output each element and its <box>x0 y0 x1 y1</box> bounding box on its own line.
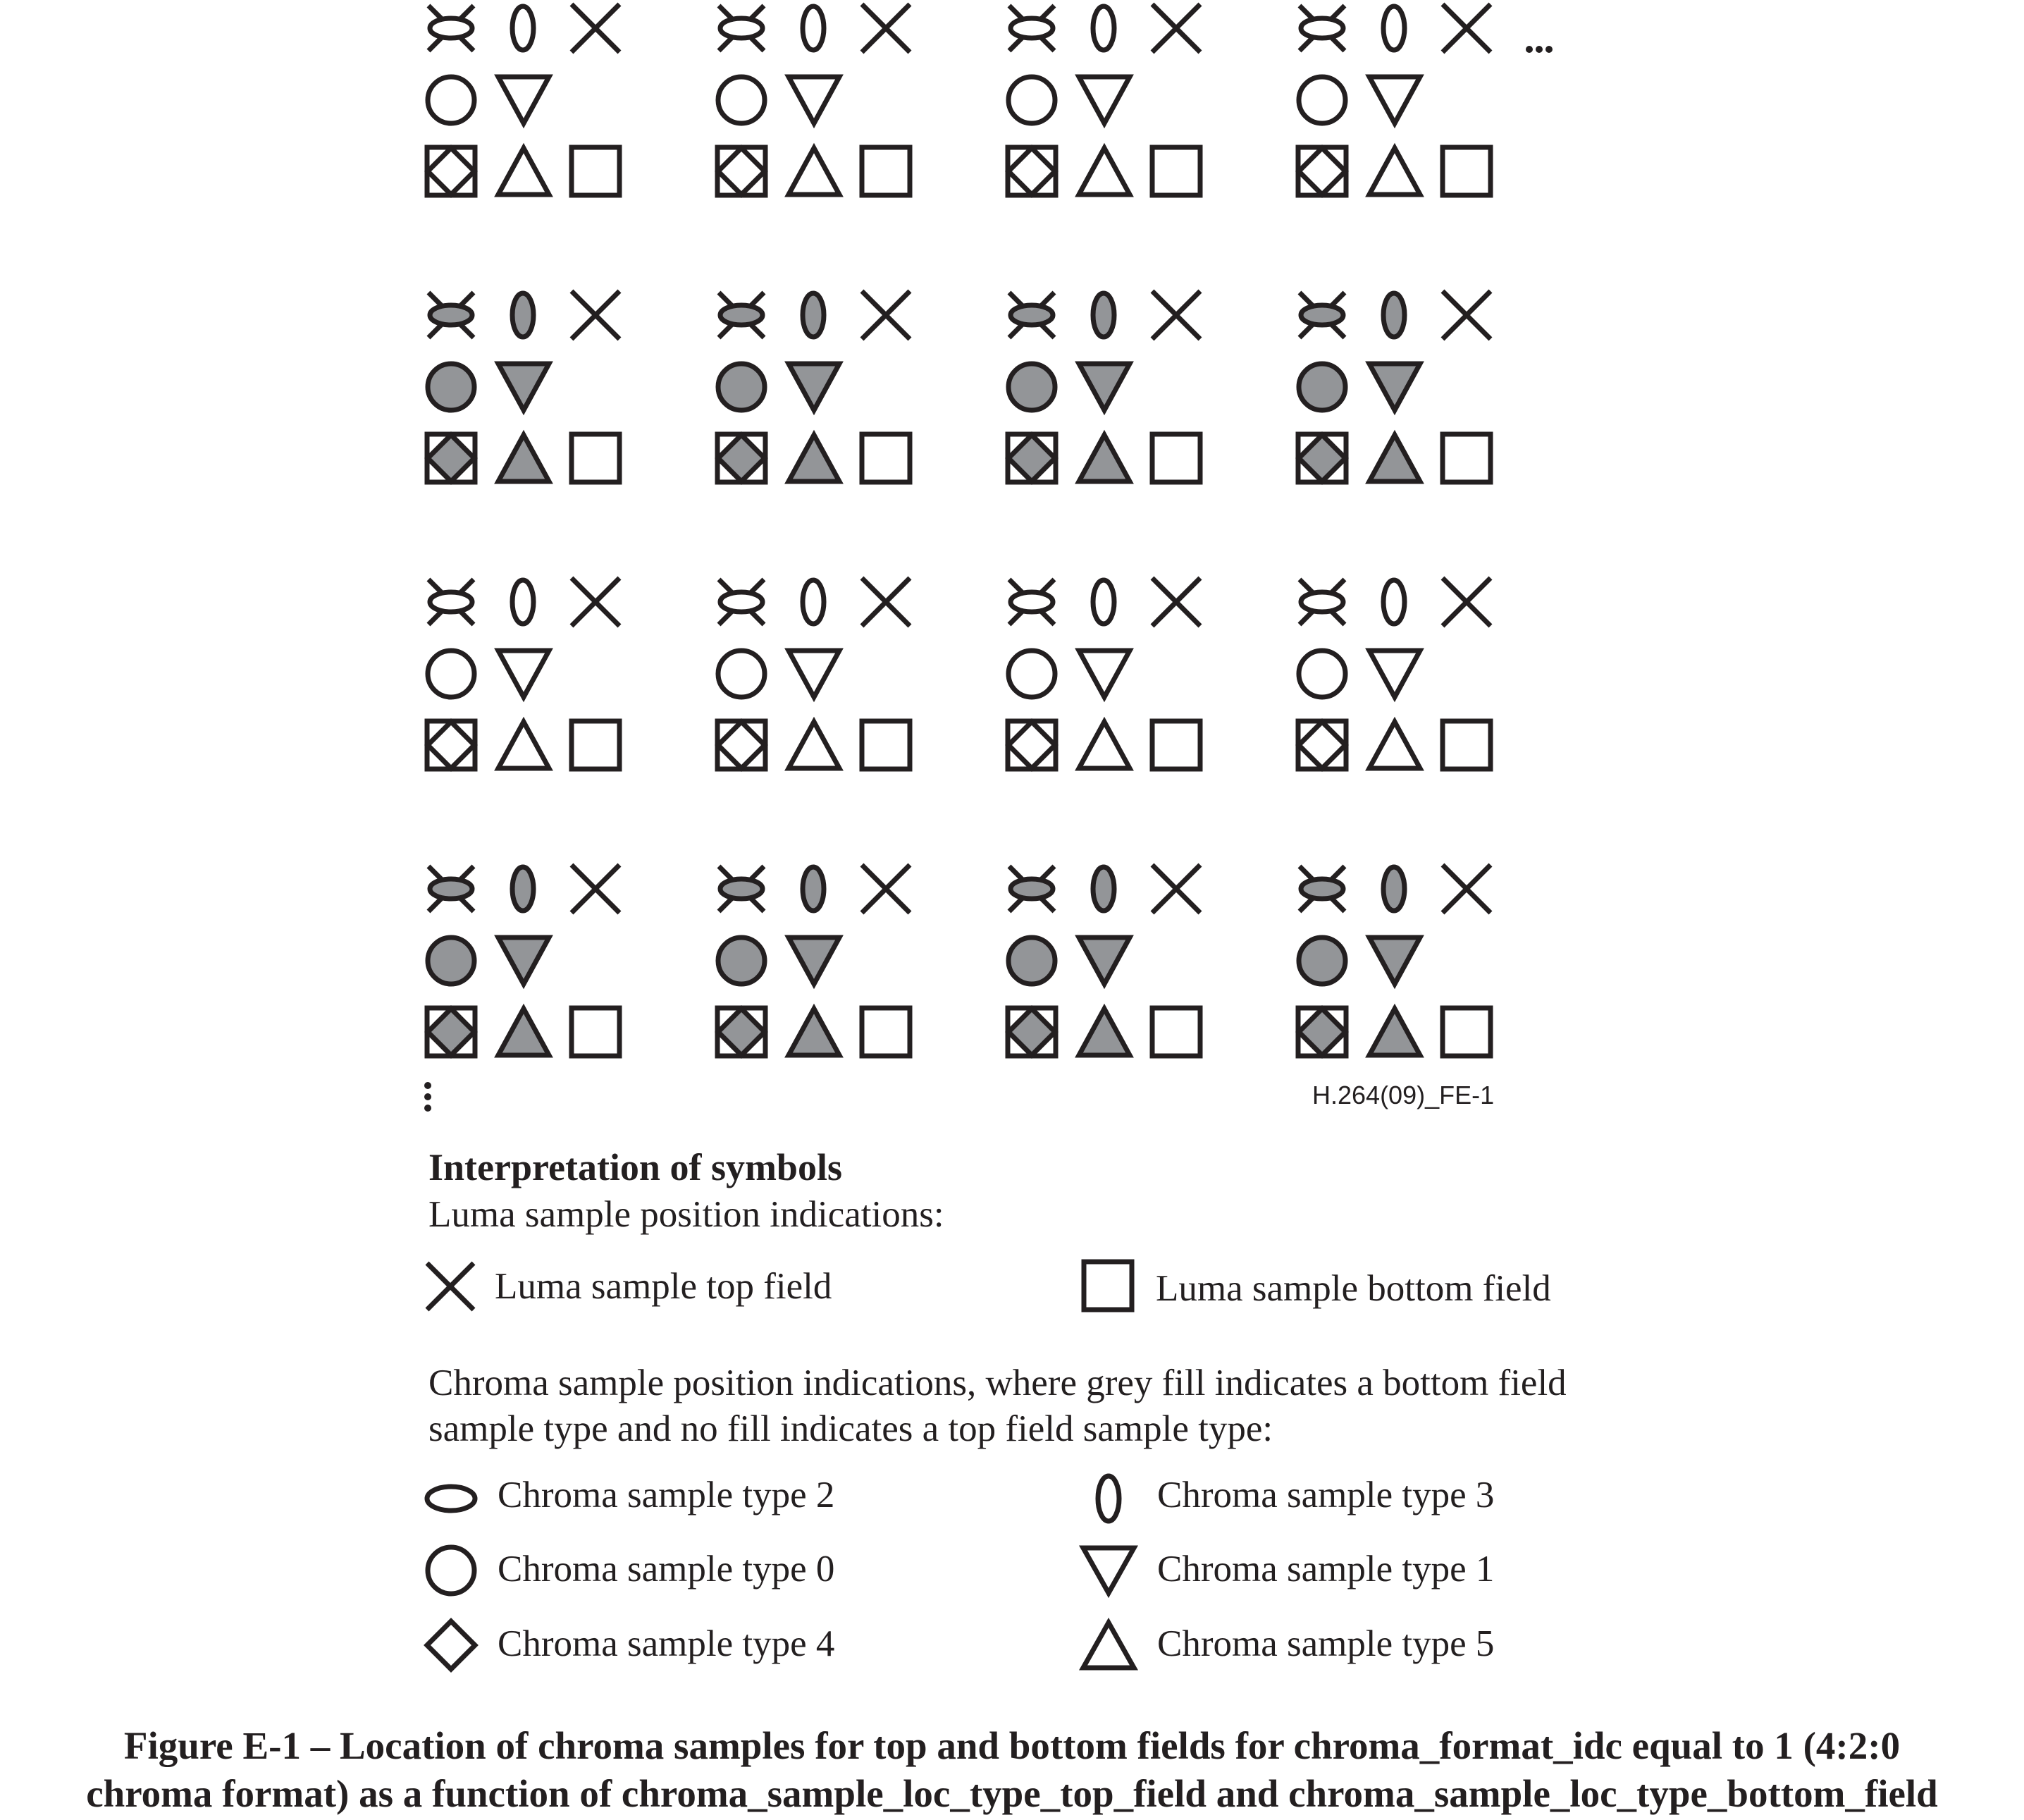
square-icon <box>862 147 910 195</box>
up-triangle-icon <box>1079 722 1130 768</box>
square-diamond-icon <box>1008 147 1056 195</box>
up-triangle-icon <box>498 435 549 481</box>
up-triangle-icon <box>789 148 839 195</box>
square-diamond-icon <box>717 147 765 195</box>
vertical-ellipse-icon <box>1383 293 1405 337</box>
circle-icon <box>718 651 765 697</box>
legend-label-chroma-type-2: Chroma sample type 2 <box>498 1475 835 1515</box>
luma-intro: Luma sample position indications: <box>428 1194 944 1235</box>
grid-cell-r1-c4 <box>1298 4 1491 195</box>
square-icon <box>862 721 910 769</box>
down-triangle-icon <box>498 937 549 984</box>
vertical-ellipse-icon <box>512 6 533 50</box>
legend-label-chroma-type-0: Chroma sample type 0 <box>498 1549 835 1590</box>
grid-cell-r1-c3 <box>1008 4 1200 195</box>
up-triangle-icon <box>1079 148 1130 195</box>
up-triangle-icon <box>1079 1009 1130 1055</box>
crossed-ellipse-icon <box>1300 6 1345 51</box>
crossed-ellipse-icon <box>1009 6 1054 51</box>
up-triangle-icon <box>1369 435 1420 481</box>
grid-cell-r4-c1 <box>427 865 619 1056</box>
square-icon <box>1152 1008 1200 1056</box>
cross-icon <box>862 291 910 339</box>
grid-cell-r4-c2 <box>717 865 910 1056</box>
vertical-ellipse-icon <box>512 867 533 911</box>
vertical-ellipse-icon <box>1383 867 1405 911</box>
circle-icon <box>1299 77 1345 123</box>
vertical-ellipse-icon <box>803 580 824 624</box>
legend-label-chroma-type-4: Chroma sample type 4 <box>498 1623 835 1664</box>
legend-luma-bottom-icon <box>1084 1262 1132 1310</box>
down-triangle-icon <box>498 77 549 123</box>
circle-icon <box>1008 937 1055 984</box>
legend-label-chroma-type-5: Chroma sample type 5 <box>1157 1623 1495 1664</box>
circle-icon <box>428 364 474 410</box>
legend-luma-top-icon <box>427 1263 474 1310</box>
square-diamond-icon <box>1008 434 1056 482</box>
continuation-down-ellipsis <box>424 1082 431 1112</box>
grid-cell-r4-c3 <box>1008 865 1200 1056</box>
continuation-right-ellipsis <box>1526 46 1553 53</box>
cross-icon <box>862 865 910 913</box>
up-triangle-icon <box>789 722 839 768</box>
crossed-ellipse-icon <box>719 866 764 911</box>
vertical-ellipse-icon <box>803 867 824 911</box>
up-triangle-icon <box>789 435 839 481</box>
legend-label-chroma-type-1: Chroma sample type 1 <box>1157 1549 1495 1590</box>
caption-line1: Figure E-1 – Location of chroma samples for top and bottom fields for chroma_format_idc equal to 1 (4:2:0 <box>123 1724 1901 1767</box>
crossed-ellipse-icon <box>1300 579 1345 625</box>
circle-icon <box>718 937 765 984</box>
up-triangle-icon <box>789 1009 839 1055</box>
square-diamond-icon <box>1298 1008 1346 1056</box>
circle-icon <box>718 364 765 410</box>
grid-cell-r1-c1 <box>427 4 619 195</box>
square-icon <box>572 1008 619 1056</box>
crossed-ellipse-icon <box>428 579 474 625</box>
legend-chroma-type-5-icon <box>1083 1623 1134 1668</box>
square-diamond-icon <box>717 1008 765 1056</box>
square-diamond-icon <box>427 721 475 769</box>
square-icon <box>1443 434 1491 482</box>
vertical-ellipse-icon <box>1383 6 1405 50</box>
up-triangle-icon <box>498 722 549 768</box>
cross-icon <box>572 865 619 913</box>
square-icon <box>1443 721 1491 769</box>
grid-cell-r4-c4 <box>1298 865 1491 1056</box>
crossed-ellipse-icon <box>428 6 474 51</box>
down-triangle-icon <box>498 364 549 410</box>
cross-icon <box>862 4 910 52</box>
down-triangle-icon <box>1369 651 1420 697</box>
down-triangle-icon <box>789 651 839 697</box>
vertical-ellipse-icon <box>803 6 824 50</box>
crossed-ellipse-icon <box>1009 579 1054 625</box>
chroma-intro-line1: Chroma sample position indications, where grey fill indicates a bottom field <box>428 1363 1567 1403</box>
cross-icon <box>1152 291 1200 339</box>
cross-icon <box>1443 578 1491 626</box>
square-icon <box>572 147 619 195</box>
down-triangle-icon <box>1369 937 1420 984</box>
down-triangle-icon <box>1079 651 1130 697</box>
square-diamond-icon <box>427 1008 475 1056</box>
square-icon <box>1152 434 1200 482</box>
circle-icon <box>1008 77 1055 123</box>
vertical-ellipse-icon <box>1093 6 1114 50</box>
vertical-ellipse-icon <box>803 293 824 337</box>
chroma-intro-line2: sample type and no fill indicates a top field sample type: <box>428 1408 1273 1449</box>
circle-icon <box>428 651 474 697</box>
legend-chroma-type-0-icon <box>428 1547 474 1594</box>
grid-cell-r2-c3 <box>1008 291 1200 482</box>
crossed-ellipse-icon <box>1300 293 1345 338</box>
crossed-ellipse-icon <box>428 293 474 338</box>
crossed-ellipse-icon <box>719 293 764 338</box>
grid-cell-r3-c3 <box>1008 578 1200 769</box>
cross-icon <box>862 578 910 626</box>
up-triangle-icon <box>498 148 549 195</box>
grid-cell-r2-c1 <box>427 291 619 482</box>
legend-chroma-type-2-icon <box>427 1487 475 1511</box>
down-triangle-icon <box>789 364 839 410</box>
crossed-ellipse-icon <box>719 6 764 51</box>
legend-chroma-type-3-icon <box>1098 1476 1119 1521</box>
cross-icon <box>1152 4 1200 52</box>
cross-icon <box>572 291 619 339</box>
vertical-ellipse-icon <box>512 293 533 337</box>
square-diamond-icon <box>427 434 475 482</box>
circle-icon <box>1008 364 1055 410</box>
legend-chroma-type-1-icon <box>1083 1548 1134 1593</box>
square-diamond-icon <box>1298 147 1346 195</box>
square-diamond-icon <box>1298 434 1346 482</box>
figure-id: H.264(09)_FE-1 <box>1312 1081 1495 1109</box>
square-icon <box>1152 721 1200 769</box>
square-icon <box>862 434 910 482</box>
square-icon <box>572 434 619 482</box>
cross-icon <box>1443 4 1491 52</box>
square-diamond-icon <box>1008 721 1056 769</box>
cross-icon <box>1443 291 1491 339</box>
grid-cell-r3-c1 <box>427 578 619 769</box>
down-triangle-icon <box>1369 77 1420 123</box>
cross-icon <box>1152 578 1200 626</box>
down-triangle-icon <box>1079 364 1130 410</box>
legend-label-luma-bottom: Luma sample bottom field <box>1156 1268 1551 1309</box>
crossed-ellipse-icon <box>1300 866 1345 911</box>
vertical-ellipse-icon <box>1383 580 1405 624</box>
down-triangle-icon <box>1369 364 1420 410</box>
cross-icon <box>572 578 619 626</box>
circle-icon <box>428 937 474 984</box>
legend-heading: Interpretation of symbols <box>428 1146 842 1188</box>
square-icon <box>1152 147 1200 195</box>
crossed-ellipse-icon <box>1009 866 1054 911</box>
cross-icon <box>572 4 619 52</box>
crossed-ellipse-icon <box>719 579 764 625</box>
legend-label-chroma-type-3: Chroma sample type 3 <box>1157 1475 1495 1515</box>
square-diamond-icon <box>1008 1008 1056 1056</box>
circle-icon <box>1299 364 1345 410</box>
square-icon <box>572 721 619 769</box>
cross-icon <box>1443 865 1491 913</box>
up-triangle-icon <box>1369 148 1420 195</box>
vertical-ellipse-icon <box>1093 293 1114 337</box>
up-triangle-icon <box>1369 1009 1420 1055</box>
grid-cell-r2-c4 <box>1298 291 1491 482</box>
legend-label-luma-top: Luma sample top field <box>495 1266 832 1307</box>
square-icon <box>862 1008 910 1056</box>
down-triangle-icon <box>498 651 549 697</box>
cross-icon <box>1152 865 1200 913</box>
crossed-ellipse-icon <box>428 866 474 911</box>
square-icon <box>1443 1008 1491 1056</box>
vertical-ellipse-icon <box>1093 867 1114 911</box>
grid-cell-r1-c2 <box>717 4 910 195</box>
down-triangle-icon <box>789 937 839 984</box>
circle-icon <box>1008 651 1055 697</box>
vertical-ellipse-icon <box>1093 580 1114 624</box>
circle-icon <box>428 77 474 123</box>
up-triangle-icon <box>498 1009 549 1055</box>
crossed-ellipse-icon <box>1009 293 1054 338</box>
legend-chroma-type-4-icon <box>427 1621 475 1669</box>
up-triangle-icon <box>1369 722 1420 768</box>
down-triangle-icon <box>1079 937 1130 984</box>
grid-cell-r3-c2 <box>717 578 910 769</box>
square-icon <box>1443 147 1491 195</box>
circle-icon <box>1299 937 1345 984</box>
circle-icon <box>718 77 765 123</box>
up-triangle-icon <box>1079 435 1130 481</box>
square-diamond-icon <box>427 147 475 195</box>
circle-icon <box>1299 651 1345 697</box>
vertical-ellipse-icon <box>512 580 533 624</box>
down-triangle-icon <box>789 77 839 123</box>
square-diamond-icon <box>717 721 765 769</box>
grid-cell-r3-c4 <box>1298 578 1491 769</box>
grid-cell-r2-c2 <box>717 291 910 482</box>
caption-line2: chroma format) as a function of chroma_sample_loc_type_top_field and chroma_sample_loc_type_bottom_field <box>86 1772 1938 1815</box>
square-diamond-icon <box>717 434 765 482</box>
square-diamond-icon <box>1298 721 1346 769</box>
down-triangle-icon <box>1079 77 1130 123</box>
